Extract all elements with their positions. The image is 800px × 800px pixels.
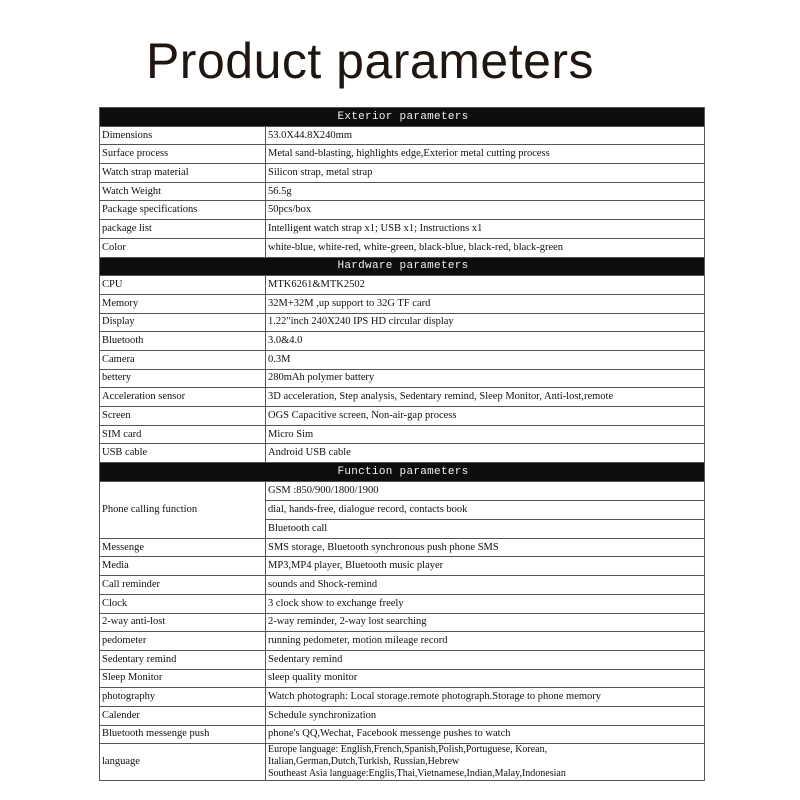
table-row (100, 238, 705, 257)
table-row (100, 669, 705, 688)
language-line: Italian,German,Dutch,Turkish, Russian,Hebrew (268, 756, 460, 768)
param-label: Screen (100, 407, 266, 426)
table-row (100, 126, 705, 145)
param-label: SIM card (100, 425, 266, 444)
param-label: pedometer (100, 632, 266, 651)
param-value: Bluetooth call (266, 519, 705, 538)
table-row (100, 444, 705, 463)
param-label: package list (100, 220, 266, 239)
param-label: Camera (100, 350, 266, 369)
param-label: Calender (100, 706, 266, 725)
table-row (100, 481, 705, 500)
section-title: Function parameters (100, 463, 705, 482)
parameters-table (99, 107, 705, 781)
param-value: 3.0&4.0 (266, 332, 705, 351)
table-row (100, 557, 705, 576)
param-label: Memory (100, 294, 266, 313)
param-label: Display (100, 313, 266, 332)
param-value: 0.3M (266, 350, 705, 369)
table-row (100, 294, 705, 313)
param-value: 3D acceleration, Step analysis, Sedentary remind, Sleep Monitor, Anti-lost,remote (266, 388, 705, 407)
param-value: GSM :850/900/1800/1900 (266, 481, 705, 500)
table-row (100, 576, 705, 595)
param-value: 50pcs/box (266, 201, 705, 220)
param-label: Watch strap material (100, 164, 266, 183)
table-row (100, 706, 705, 725)
section-title: Hardware parameters (100, 257, 705, 276)
param-value: sounds and Shock-remind (266, 576, 705, 595)
table-row (100, 182, 705, 201)
param-value: MTK6261&MTK2502 (266, 276, 705, 295)
param-label: CPU (100, 276, 266, 295)
param-label: Dimensions (100, 126, 266, 145)
section-title: Exterior parameters (100, 108, 705, 127)
param-label: Package specifications (100, 201, 266, 220)
param-label: Surface process (100, 145, 266, 164)
param-label: bettery (100, 369, 266, 388)
param-value: 32M+32M ,up support to 32G TF card (266, 294, 705, 313)
table-row (100, 388, 705, 407)
param-label: Media (100, 557, 266, 576)
param-label: Sleep Monitor (100, 669, 266, 688)
param-value: Metal sand-blasting, highlights edge,Exterior metal cutting process (266, 145, 705, 164)
table-row (100, 350, 705, 369)
param-value: 2-way reminder, 2-way lost searching (266, 613, 705, 632)
table-row (100, 201, 705, 220)
table-row (100, 538, 705, 557)
param-value: Android USB cable (266, 444, 705, 463)
table-row (100, 688, 705, 707)
param-label: Acceleration sensor (100, 388, 266, 407)
table-row (100, 369, 705, 388)
table-row (100, 407, 705, 426)
param-label: Color (100, 238, 266, 257)
param-value: Silicon strap, metal strap (266, 164, 705, 183)
param-value: Micro Sim (266, 425, 705, 444)
param-value: 1.22"inch 240X240 IPS HD circular display (266, 313, 705, 332)
language-line: Europe language: English,French,Spanish,Polish,Portuguese, Korean, (268, 744, 548, 756)
param-label: 2-way anti-lost (100, 613, 266, 632)
table-row (100, 725, 705, 744)
table-row (100, 313, 705, 332)
param-value: Intelligent watch strap x1; USB x1; Instructions x1 (266, 220, 705, 239)
table-row (100, 145, 705, 164)
param-value: Schedule synchronization (266, 706, 705, 725)
param-value: SMS storage, Bluetooth synchronous push phone SMS (266, 538, 705, 557)
param-value: Watch photograph: Local storage.remote photograph.Storage to phone memory (266, 688, 705, 707)
param-label: Clock (100, 594, 266, 613)
param-value: OGS Capacitive screen, Non-air-gap process (266, 407, 705, 426)
table-row (100, 276, 705, 295)
param-label: Bluetooth (100, 332, 266, 351)
table-row (100, 332, 705, 351)
param-value: 280mAh polymer battery (266, 369, 705, 388)
param-value: MP3,MP4 player, Bluetooth music player (266, 557, 705, 576)
table-row (100, 425, 705, 444)
param-value: Sedentary remind (266, 650, 705, 669)
param-value: running pedometer, motion mileage record (266, 632, 705, 651)
param-label: language (100, 744, 266, 781)
param-value: white-blue, white-red, white-green, black-blue, black-red, black-green (266, 238, 705, 257)
section-header-hardware (100, 257, 705, 276)
param-label: USB cable (100, 444, 266, 463)
param-label: Bluetooth messenge push (100, 725, 266, 744)
param-value: sleep quality monitor (266, 669, 705, 688)
table-row (100, 594, 705, 613)
language-line: Southeast Asia language:Englis,Thai,Vietnamese,Indian,Malay,Indonesian (268, 768, 566, 780)
param-label: photography (100, 688, 266, 707)
param-value: 53.0X44.8X240mm (266, 126, 705, 145)
param-label: Call reminder (100, 576, 266, 595)
table-row (100, 220, 705, 239)
param-value: 56.5g (266, 182, 705, 201)
param-label: Phone calling function (100, 481, 266, 538)
page-title: Product parameters (145, 33, 595, 89)
table-row (100, 650, 705, 669)
section-header-exterior (100, 108, 705, 127)
table-row (100, 744, 705, 781)
param-value-language (266, 744, 705, 781)
table-row (100, 164, 705, 183)
param-label: Messenge (100, 538, 266, 557)
param-value: phone's QQ,Wechat, Facebook messenge pushes to watch (266, 725, 705, 744)
param-value: dial, hands-free, dialogue record, contacts book (266, 500, 705, 519)
table-row (100, 632, 705, 651)
section-header-function (100, 463, 705, 482)
param-label: Watch Weight (100, 182, 266, 201)
param-value: 3 clock show to exchange freely (266, 594, 705, 613)
param-label: Sedentary remind (100, 650, 266, 669)
table-row (100, 613, 705, 632)
